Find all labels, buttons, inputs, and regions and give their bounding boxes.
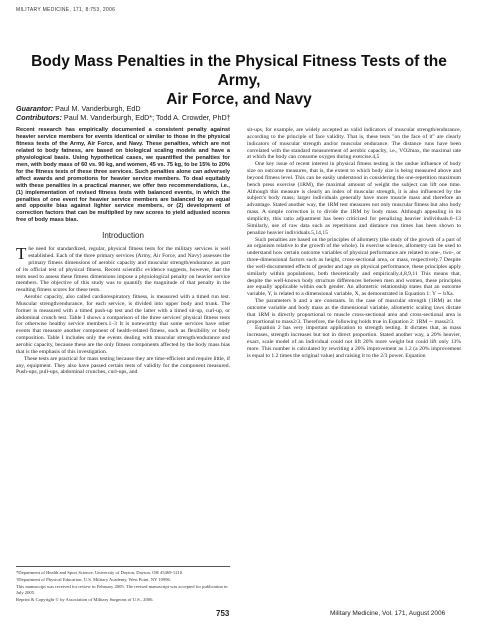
guarantor-name: Paul M. Vanderburgh, EdD	[55, 104, 141, 113]
abstract: Recent research has empirically documented a consistent penalty against heavier service members for events identical or similar to those in the physical fitness tests of the Army, Air Force, and Navy. These penalties, which are not related to body fatness, are based on biological scaling models and have a physiological basis. Using hypothetical cases, we quantified the penalties for men, with body mass of 60 vs. 90 kg, and women, 45 vs. 75 kg, to be 15% to 20% for the fitness tests of these three services. Such penalties alone can adversely affect awards and promotions for heavier service members. To deal equitably with these penalties in a practical manner, we offer two recommendations, i.e., (1) implementation of revised fitness tests with balanced events, in which the penalties of one event for heavier service members are balanced by an equal and opposite bias against lighter service members, or (2) development of correction factors that can be multiplied by raw scores to yield adjusted scores free of body mass bias.	[16, 127, 230, 224]
title-line-2: Air Force, and Navy	[166, 91, 312, 108]
intro-paragraph-1-text: he need for standardized, regular, physical fitness tests for the military services is well established. Each of the three primary services (Army, Air Force, and Navy) assesses the primary fitness dimensions of aerobic capacity and muscular strength/endurance as part of its official test of physical fitness. Recent scientific evidence suggests, however, that the tests used to assess these fitness dimensions impose a physiological penalty on heavier service members. The objective of this study was to quantify the magnitude of that penalty in the resulting fitness scores for these tests.	[16, 246, 230, 294]
author-block	[16, 104, 231, 122]
contributors-line	[16, 113, 231, 122]
contributors-label: Contributors:	[16, 113, 62, 122]
right-column	[247, 127, 461, 360]
contributors-names: Paul M. Vanderburgh, EdD*; Todd A. Crowder, PhD†	[63, 113, 231, 122]
page-number: 753	[216, 609, 230, 618]
intro-paragraph-1	[16, 246, 230, 294]
guarantor-label: Guarantor:	[16, 104, 54, 113]
footnote-3: This manuscript was received for review in February 2005. The revised manuscript was accepted for publication in July 2005.	[16, 583, 228, 595]
left-column	[16, 127, 230, 376]
drop-cap: T	[16, 244, 27, 264]
footnote-1: *Department of Health and Sport Science, University of Dayton, Dayton, OH 45469-1210.	[16, 570, 184, 575]
body-paragraph-1: sit-ups, for example, are widely accepted as valid indicators of muscular strength/endurance, according to the principle of face validity. That is, these tests "on the face of it" are clearly indicators of muscular strength and/or muscular endurance. The distance runs have been correlated with the standard measurement of aerobic capacity, i.e., VO2max, the maximal rate at which the body can consume oxygen during exercise.4,5	[247, 127, 461, 161]
footnote-2: †Department of Physical Education, U.S. Military Academy, West Point, NY 10996.	[16, 576, 171, 582]
body-paragraph-2: One key issue of recent interest in physical fitness testing is the undue influence of body size on outcome measures, that is, the extent to which body size is being measured above and beyond fitness level. This can be easily understood in considering the one-repetition maximum bench press exercise (1RM), the maximal amount of weight the subject can lift one time. Although this measure is clearly an index of muscular strength, it is also influenced by the subject's body mass; larger individuals generally have more muscle mass and therefore an advantage. Stated another way, the 1RM test measures not only muscular fitness but also body mass. A simple correction is to divide the 1RM by body mass. Although appealing in its simplicity, this ratio adjustment has been criticized for penalizing heavier individuals.6–13 Similarly, use of raw data such as repetitions and distance run times has been shown to penalize heavier individuals.5,14,15	[247, 161, 461, 236]
footnote-4: Reprint & Copyright © by Association of Military Surgeons of U.S., 2006.	[16, 596, 154, 602]
body-paragraph-4: The parameters b and a are constants. In the case of muscular strength (1RM) as the outcome variable and body mass as the dimensional variable, allometric scaling laws dictate that 1RM is directly proportional to muscle cross-sectional area and cross-sectional area is proportional to mass2/3. Therefore, the following holds true in Equation 2: 1RM ∼ mass2/3.	[247, 298, 461, 325]
journal-header: MILITARY MEDICINE, 171, 8:753, 2006	[16, 7, 116, 13]
guarantor-line	[16, 104, 231, 113]
footnotes	[16, 566, 230, 604]
body-paragraph-5: Equation 2 has very important application to strength testing. It dictates that, as mass increases, strength increases but not in direct proportion. Stated another way, a 20% heavier, exact, scale model of an individual could not lift 20% more weight but could lift only 13% more. This number is calculated by rewriting a 20% improvement as 1.2 (a 20% improvement is equal to 1.2 times the original value) and raising it to the 2/3 power. Equation	[247, 325, 461, 359]
intro-paragraph-2: Aerobic capacity, also called cardiorespiratory fitness, is measured with a timed run test. Muscular strength/endurance, for each service, is divided into upper body and trunk. The former is measured with a timed push-up test and the latter with a timed sit-up, curl-up, or abdominal crunch test. Table I shows a comparison of the three services' physical fitness tests for otherwise healthy service members.1–3 It is noteworthy that some services have other events that measure another component of health-related fitness, such as flexibility or body composition. Table I includes only the events dealing with muscular strength/endurance and aerobic capacity, because these are the only fitness components affected by the body mass bias that is the emphasis of this investigation.	[16, 294, 230, 355]
article-title	[20, 52, 458, 109]
title-line-1: Body Mass Penalties in the Physical Fitness Tests of the Army,	[31, 53, 447, 89]
journal-footer: Military Medicine, Vol. 171, August 2006	[330, 610, 446, 617]
body-paragraph-3: Such penalties are based on the principles of allometry (the study of the growth of a part of an organism relative to the growth of the whole). In exercise science, allometry can be used to understand how certain outcome variables of physical performance are related to one-, two-, or three-dimensional factors such as height, cross-sectional area, or mass, respectively.7 Despite the well-documented effects of gender and age on physical performance, these principles apply similarly within populations, both theoretically and empirically.4,8,9,11 This means that, despite the well-known body structure differences between men and women, these principles are equally applicable within each gender. An allometric relationship states that an outcome variable, Y, is related to a dimensional variable, X, as demonstrated in Equation 1: Y ∼ bXa.	[247, 236, 461, 298]
intro-paragraph-3: These tests are practical for mass testing because they are time-efficient and require little, if any, equipment. They also have passed certain tests of validity for the component measured. Push-ups, pull-ups, abdominal crunches, curl-ups, and	[16, 355, 230, 376]
introduction-heading: Introduction	[102, 231, 144, 241]
